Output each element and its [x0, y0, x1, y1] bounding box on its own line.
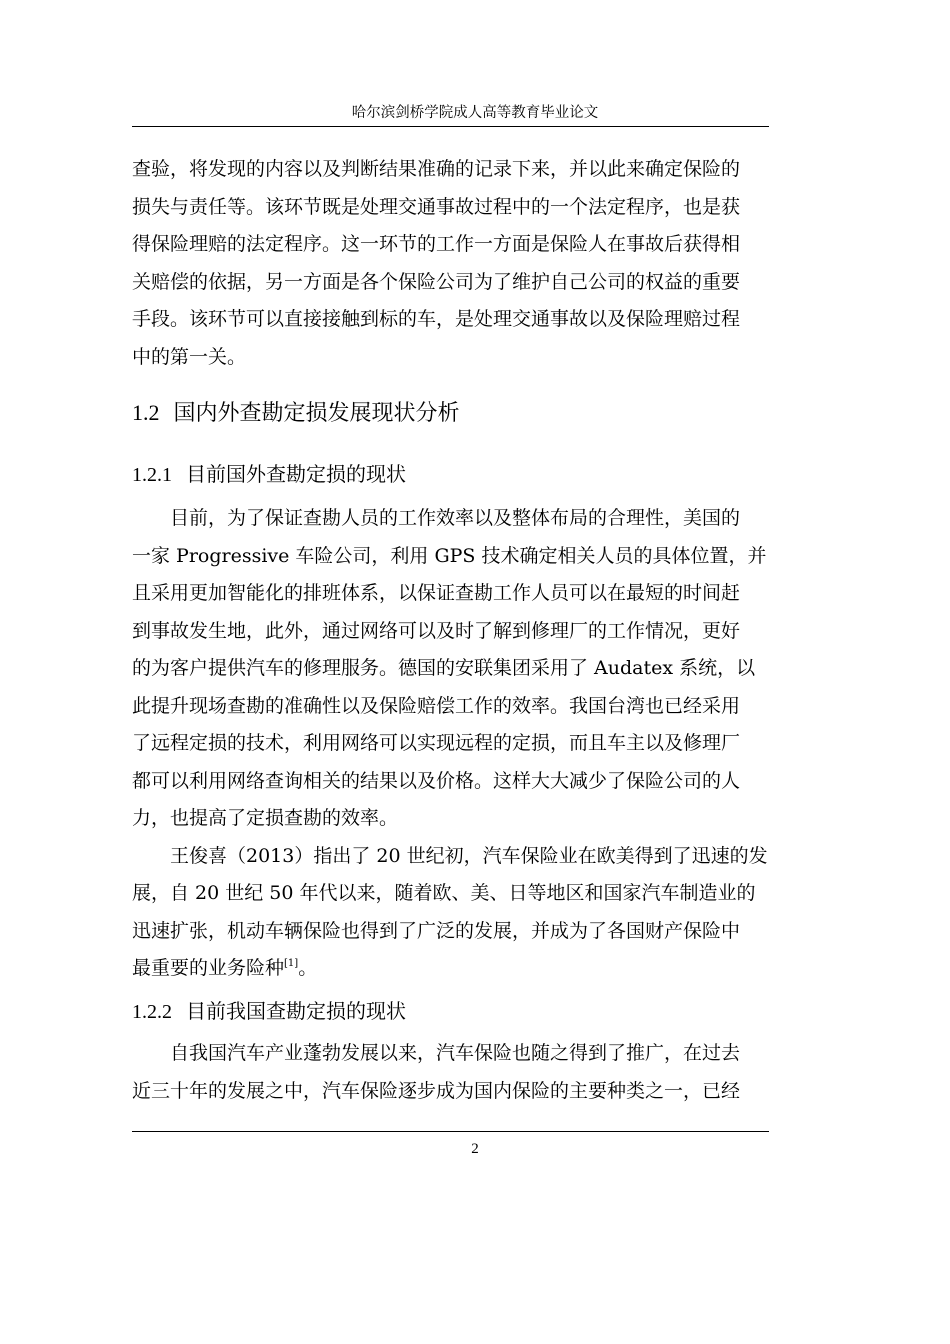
text-fragment: 。 — [298, 957, 318, 979]
paragraph-domestic-status — [132, 1035, 772, 1110]
section-title: 目前国外查勘定损的现状 — [186, 462, 406, 486]
page-number: 2 — [471, 1141, 479, 1157]
text-line — [132, 950, 772, 988]
citation-reference[interactable]: [1] — [284, 958, 299, 969]
text-line: 关赔偿的依据，另一方面是各个保险公司为了维护自己公司的权益的重要 — [132, 270, 741, 293]
text-line: 迅速扩张，机动车辆保险也得到了广泛的发展，并成为了各国财产保险中 — [132, 919, 741, 942]
text-line: 力，也提高了定损查勘的效率。 — [132, 807, 399, 829]
section-heading-1-2 — [132, 398, 460, 429]
text-line: 且采用更加智能化的排班体系，以保证查勘工作人员可以在最短的时间赶 — [132, 582, 741, 604]
text-line: 近三十年的发展之中，汽车保险逐步成为国内保险的主要种类之一，已经 — [132, 1079, 741, 1102]
text-line: 自我国汽车产业蓬勃发展以来，汽车保险也随之得到了推广，在过去 — [132, 1042, 741, 1064]
paragraph-foreign-status — [132, 500, 772, 988]
text-line: 都可以利用网络查询相关的结果以及价格。这样大大减少了保险公司的人 — [132, 769, 741, 792]
header-rule — [132, 126, 769, 127]
text-line: 到事故发生地，此外，通过网络可以及时了解到修理厂的工作情况，更好 — [132, 619, 741, 642]
text-line: 目前，为了保证查勘人员的工作效率以及整体布局的合理性，美国的 — [132, 507, 741, 529]
text-line: 一家 Progressive 车险公司，利用 GPS 技术确定相关人员的具体位置，并 — [132, 544, 767, 567]
section-number: 1.2 — [132, 400, 160, 425]
text-line: 手段。该环节可以直接接触到标的车，是处理交通事故以及保险理赔过程 — [132, 308, 741, 330]
text-line: 的为客户提供汽车的修理服务。德国的安联集团采用了 Audatex 系统，以 — [132, 657, 756, 679]
footer-rule — [132, 1131, 769, 1132]
text-line: 王俊喜（2013）指出了 20 世纪初，汽车保险业在欧美得到了迅速的发 — [132, 844, 768, 867]
section-title: 目前我国查勘定损的现状 — [186, 999, 406, 1023]
section-heading-1-2-1 — [132, 460, 406, 489]
text-line: 此提升现场查勘的准确性以及保险赔偿工作的效率。我国台湾也已经采用 — [132, 694, 741, 717]
section-heading-1-2-2 — [132, 997, 406, 1026]
text-fragment: 最重要的业务险种 — [132, 957, 285, 979]
text-line: 中的第一关。 — [132, 345, 247, 368]
text-line: 了远程定损的技术，利用网络可以实现远程的定损，而且车主以及修理厂 — [132, 732, 741, 754]
text-line: 得保险理赔的法定程序。这一环节的工作一方面是保险人在事故后获得相 — [132, 233, 741, 255]
page-header-title: 哈尔滨剑桥学院成人高等教育毕业论文 — [351, 105, 599, 121]
section-number: 1.2.2 — [132, 1001, 172, 1023]
section-title: 国内外查勘定损发展现状分析 — [173, 401, 460, 426]
paragraph-intro — [132, 151, 772, 376]
section-number: 1.2.1 — [132, 464, 172, 486]
text-line: 展，自 20 世纪 50 年代以来，随着欧、美、日等地区和国家汽车制造业的 — [132, 882, 756, 904]
text-line: 损失与责任等。该环节既是处理交通事故过程中的一个法定程序，也是获 — [132, 195, 741, 218]
text-line: 查验，将发现的内容以及判断结果准确的记录下来，并以此来确定保险的 — [132, 158, 741, 180]
